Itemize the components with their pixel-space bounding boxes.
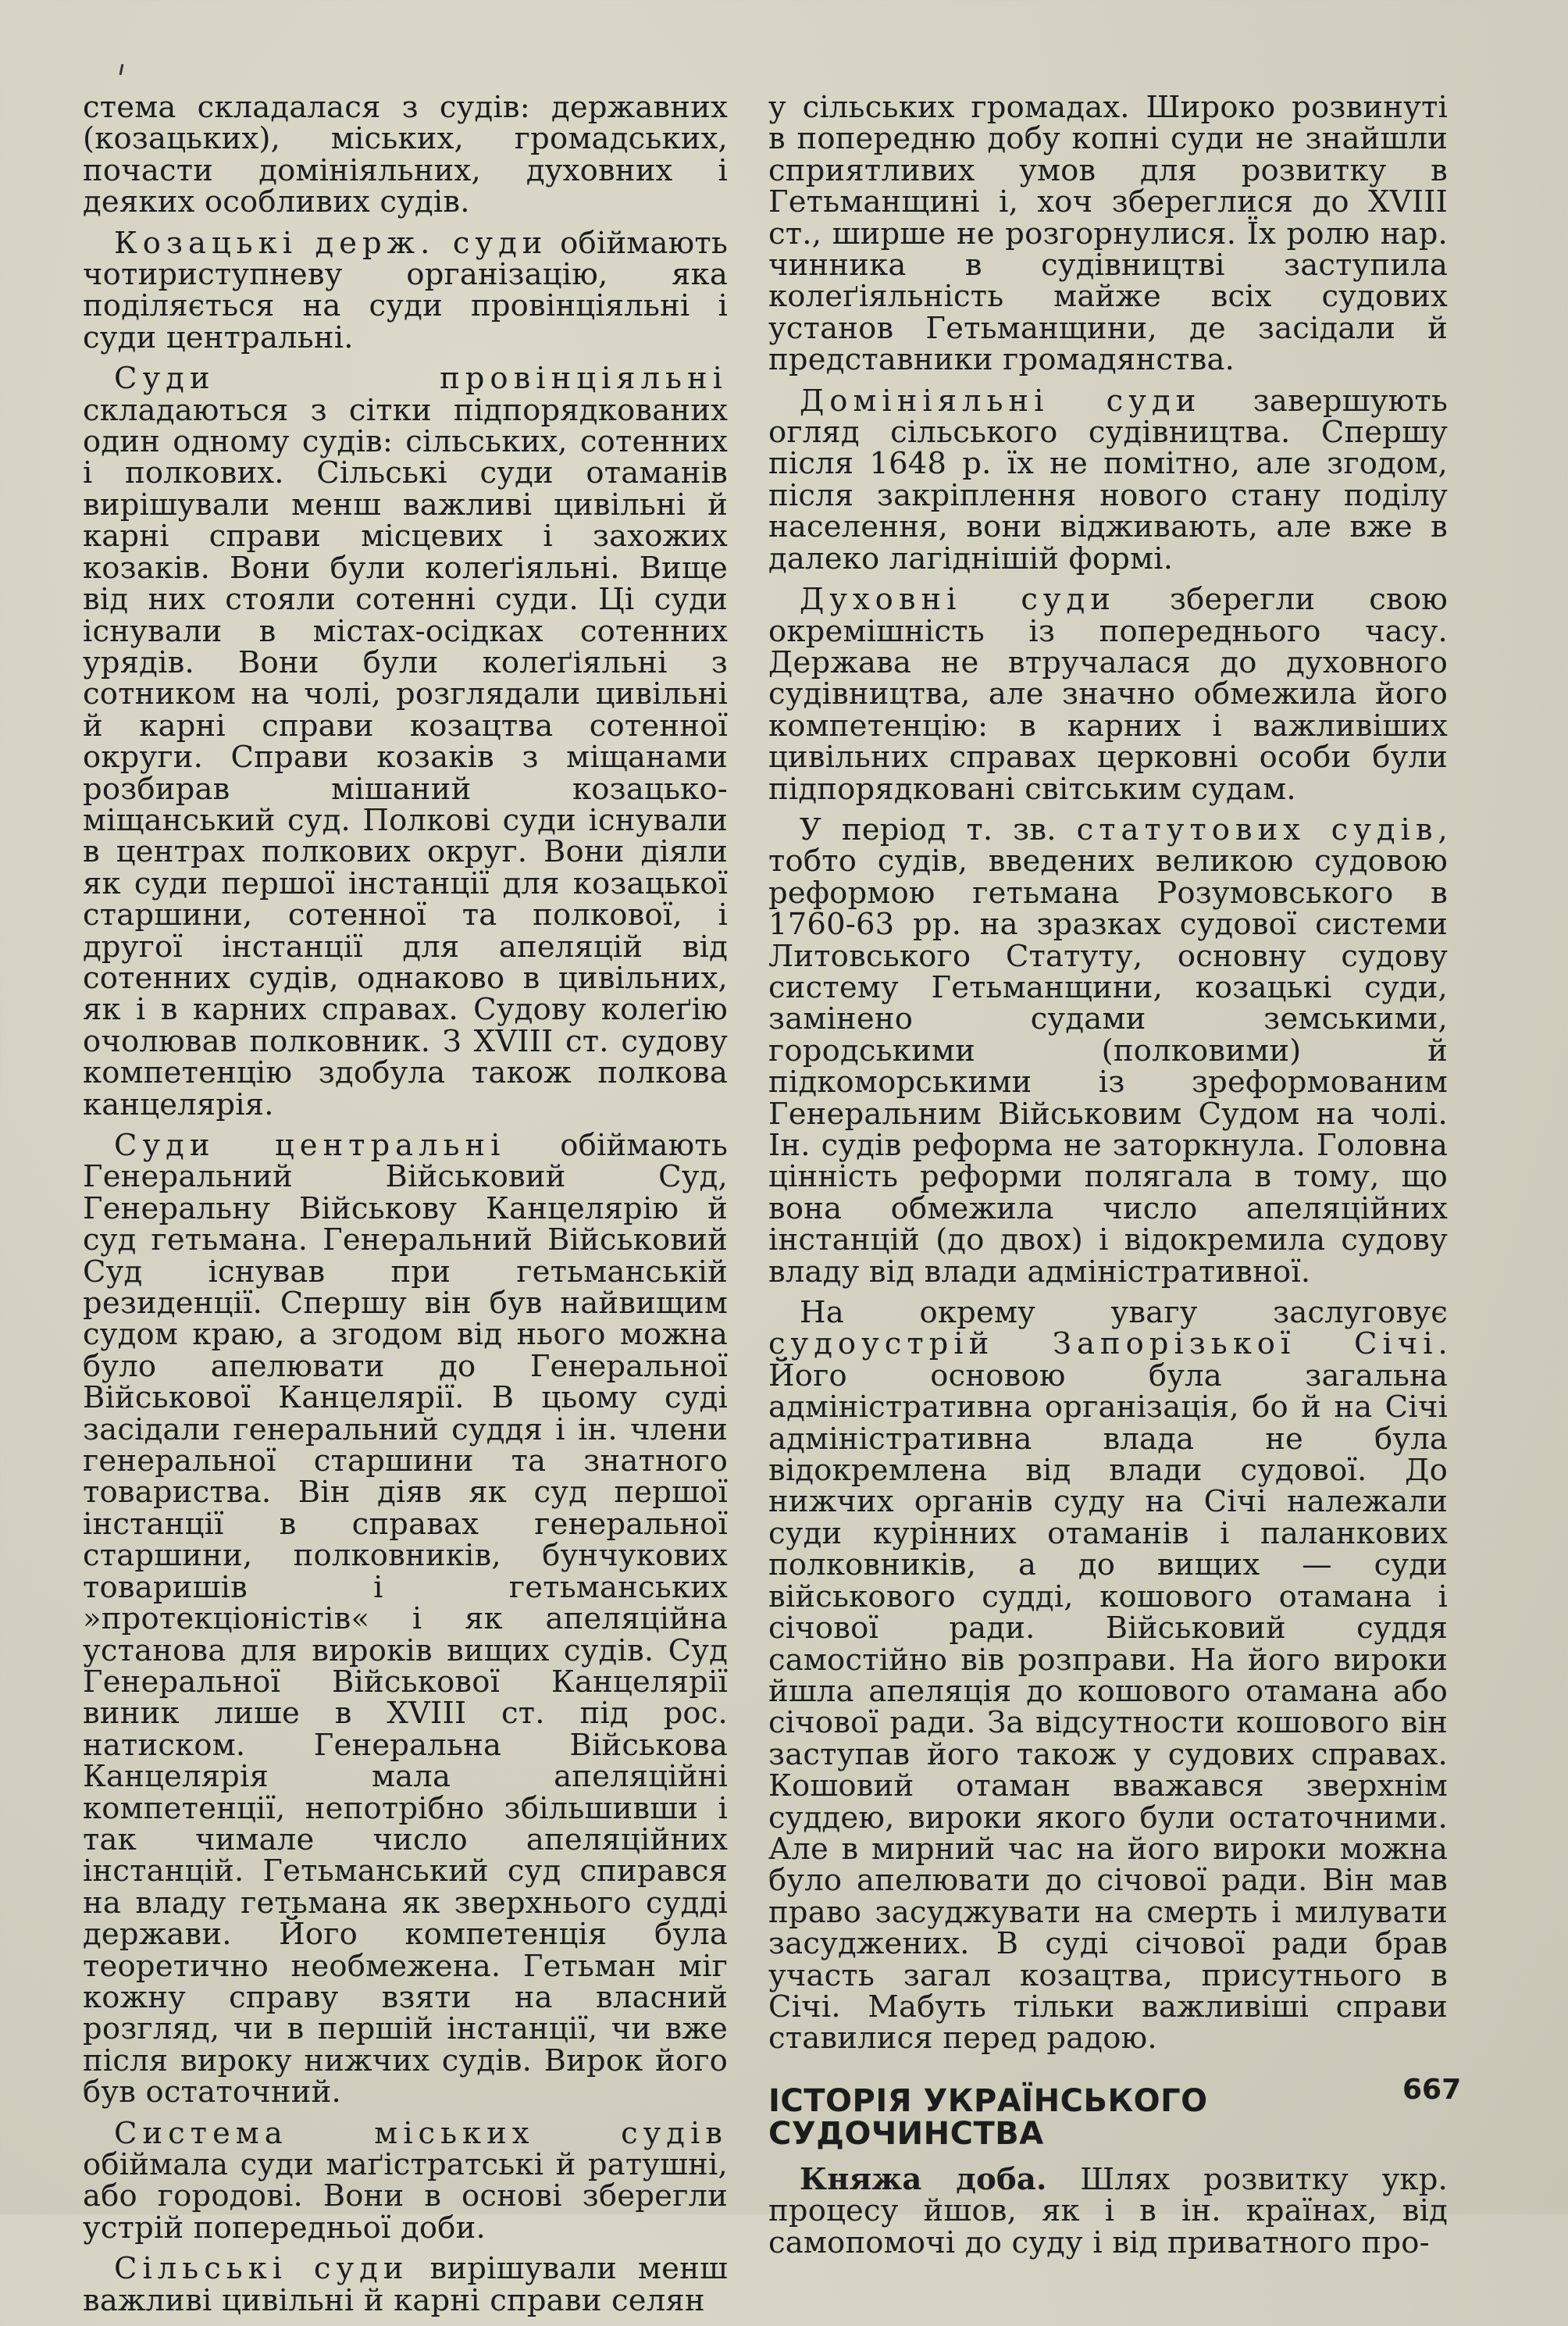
paragraph [83,1130,728,2109]
paragraph-text: складаються з сітки підпорядкованих один одному судів: сільських, сотенних і полкових. Сільські суди отаманів вирішували менш важливі цивільні й карні справи місцевих і захожих козаків. Вони були колеґіяльні. Вище від них стояли сотенні суди. Ці суди існували в містах-осідках сотенних урядів. Вони були колеґіяльні з сотником на чолі, розглядали цивільні й карні справи козацтва сотенної округи. Справи козаків з міщанами розбирав мішаний козацько-міщанський суд. Полкові суди існували в центрах полкових округ. Вони діяли як суди першої інстанції для козацької старшини, сотенної та полкової, і другої інстанції для апеляцій від сотенних судів, однаково в цивільних, як і в карних справах. Судову колеґію очолював полковник. З XVIII ст. судову компетенцію здобула також полкова канцелярія. [83,392,728,1122]
spaced-term: статутових судів [1076,812,1438,847]
spaced-term: Домініяльні суди [800,383,1202,419]
bold-lead-term: Княжа доба. [800,2161,1047,2197]
paragraph [768,1297,1448,2055]
paragraph-text: завершують огляд сільського судівництва. Спершу після 1648 р. їх не помітно, але згодом, після закріплення нового стану поділу населення, вони відживають, але вже в далеко лагіднішій формі. [768,383,1448,576]
paragraph [83,2115,728,2246]
paragraph-text: , тобто судів, введених великою судовою реформою гетьмана Розумовського в 1760-63 рр. на зразках судової системи Литовського Статуту, основну судову систему Гетьманщини, козацькі суди, замінено судами земськими, городськими (полковими) й підкоморськими із зреформованим Генеральним Військовим Судом на чолі. Ін. судів реформа не заторкнула. Головна цінність реформи полягала в тому, що вона обмежила число апеляційних інстанцій (до двох) і відокремила судову владу від влади адміністративної. [768,812,1448,1290]
paragraph-text: У період т. зв. [800,812,1077,847]
paragraph [768,812,1448,1290]
paragraph [83,225,728,355]
paragraph [83,2253,728,2317]
paragraph-text: зберегли свою окремішність із попереднього часу. Держава не втручалася до духовного судівництва, але значно обмежила його компетенцію: в карних і важливіших цивільних справах церковні особи були підпорядковані світським судам. [768,582,1449,807]
paragraph-text: у сільських громадах. Широко розвинуті в попередню добу копні суди не знайшли сприятливих умов для розвитку в Гетьманщині і, хоч збереглися до XVIII ст., ширше не розгорнулися. Їх ролю нар. чинника в судівництві заступила колеґіяльність майже всіх судових установ Гетьманщини, де засідали й представники громадянства. [768,90,1448,378]
paragraph [83,363,728,1121]
paragraph [768,2161,1448,2260]
spaced-term: Духовні суди [800,582,1116,618]
spaced-term: судоустрій Запорізької Січі [768,1326,1438,1362]
right-column [768,92,1448,2268]
paragraph [83,92,728,219]
paragraph-text: обіймають Генеральний Військовий Суд, Генеральну Військову Канцелярію й суд гетьмана. Генеральний Військовий Суд існував при гетьманській резиденції. Спершу він був найвищим судом краю, а згодом від нього можна було апелювати до Генеральної Військової Канцелярії. В цьому суді засідали генеральний суддя і ін. члени генеральної старшини та знатного товариства. Він діяв як суд першої інстанції в справах генеральної старшини, полковників, бунчукових товаришів і гетьманських »протекціоністів« і як апеляційна установа для вироків вищих судів. Суд Генеральної Військової Канцелярії виник лише в XVIII ст. під рос. натиском. Генеральна Військова Канцелярія мала апеляційні компетенції, непотрібно збільшивши і так чимале число апеляційних інстанцій. Гетьманський суд спирався на владу гетьмана як зверхнього судді держави. Його компетенція була теоретично необмежена. Гетьман міг кожну справу взяти на власний розгляд, чи в першій інстанції, чи вже після вироку нижчих судів. Вирок його був остаточний. [83,1128,728,2110]
paragraph [768,383,1448,576]
spaced-term: Система міських судів [114,2115,728,2151]
spaced-term: Сільські суди [114,2251,409,2287]
spaced-term: Суди провінціяльні [114,361,728,397]
page-number: 667 [1402,2074,1462,2106]
paragraph-text: обіймала суди маґістратські й ратушні, або городові. Вони в основі зберегли устрій попередньої доби. [83,2147,728,2246]
paragraph-text: . Його основою була загальна адміністративна організація, бо й на Січі адміністративна влада не була відокремлена від влади судової. До нижчих органів суду на Січі належали суди курінних отаманів і паланкових полковників, а до вищих — суди військового судді, кошового отамана і січової ради. Військовий суддя самостійно вів розправи. На його вироки йшла апеляція до кошового отамана або січової ради. За відсутности кошового він заступав його також у судових справах. Кошовий отаман вважався зверхнім суддею, вироки якого були остаточними. Але в мирний час на його вироки можна було апелювати до січової ради. Він мав право засуджувати на смерть і милувати засуджених. В суді січової ради брав участь загал козацтва, присутнього в Січі. Мабуть тільки важливіші справи ставилися перед радою. [768,1326,1448,2057]
left-column [83,92,728,2326]
paragraph-text: Шлях розвитку укр. процесу йшов, як і в ін. країнах, від самопомочі до суду і від приватного про- [768,2161,1448,2260]
scan-mark [119,64,124,75]
paragraph [768,584,1448,805]
paragraph-text: стема складалася з судів: державних (козацьких), міських, громадських, почасти домініяльних, духовних і деяких особливих судів. [83,90,728,220]
paragraph-text: вирішували менш важливі цивільні й карні справи селян [83,2251,728,2318]
paragraph [768,92,1448,376]
spaced-term: Суди центральні [114,1128,506,1163]
paragraph-text: обіймають чотириступневу організацію, яка поділяється на суди провінціяльні і суди центральні. [83,225,728,355]
paragraph-text: На окрему увагу заслуговує [800,1295,1448,1331]
section-heading: ІСТОРІЯ УКРАЇНСЬКОГО СУДОЧИНСТВА [768,2082,1208,2152]
spaced-term: Козацькі держ. суди [114,225,548,261]
